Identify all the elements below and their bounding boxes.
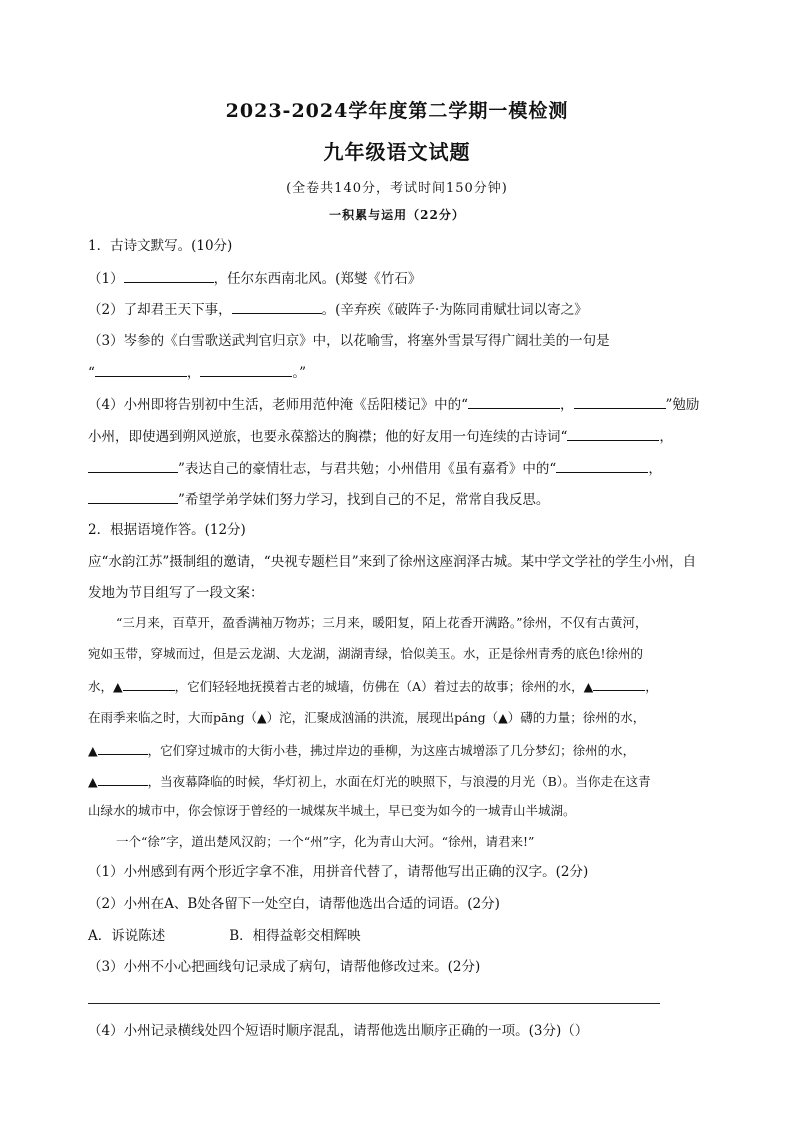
- answer-blank[interactable]: [574, 394, 666, 409]
- passage-line: “三月来，百草开，盈香满袖万物苏；三月来，暖阳复，陌上花香开满路。”徐州，不仅有古黄河，: [116, 615, 648, 630]
- answer-line[interactable]: [88, 1003, 660, 1004]
- comma: ，: [186, 365, 201, 381]
- q1-s4-text: ”勉励: [665, 397, 700, 413]
- answer-blank[interactable]: [98, 771, 148, 786]
- comma: ，: [560, 397, 574, 413]
- q2-sub1: （1）小州感到有两个形近字拿不准，用拼音代替了，请帮他写出正确的汉字。(2分): [88, 864, 589, 880]
- q1-s1-prefix: （1）: [88, 271, 124, 287]
- q2-intro-line1: 应“水韵江苏”摄制组的邀请，“央视专题栏目”来到了徐州这座润泽古城。某中学文学社的学生小州，自: [88, 554, 697, 570]
- q2-sub3: （3）小州不小心把画线句记录成了病句，请帮他修改过来。(2分): [88, 959, 481, 975]
- section-heading: 一积累与运用（22分）: [329, 208, 465, 222]
- passage-line: [88, 771, 651, 792]
- q2-options: [88, 926, 361, 946]
- q1-item-3-line2: [88, 362, 306, 383]
- passage-line: 在雨季来临之时，大而pāng（▲）沱，汇聚成汹涌的洪流，展现出páng（▲）礴的力量；徐州的水，: [88, 710, 646, 725]
- q2-sub4: （4）小州记录横线处四个短语时顺序混乱，请帮他选出顺序正确的一项。(3分)（）: [88, 1023, 589, 1039]
- option-a[interactable]: A．诉说陈述: [88, 928, 166, 944]
- q2-sub2: （2）小州在A、B处各留下一处空白，请帮他选出合适的词语。(2分): [88, 896, 500, 912]
- exam-note: (全卷共140分，考试时间150分钟): [286, 181, 508, 196]
- q1-item-4-line3: [88, 458, 662, 479]
- q1-s2-suffix: 。(辛弃疾《破阵子·为陈同甫赋壮词以寄之》: [321, 302, 588, 318]
- q1-s4-text: （4）小州即将告别初中生活，老师用范仲淹《岳阳楼记》中的“: [88, 397, 468, 413]
- q1-item-3-line1: （3）岑参的《白雪歌送武判官归京》中，以花喻雪，将塞外雪景写得广阔壮美的一句是: [88, 333, 610, 349]
- answer-blank[interactable]: [556, 458, 648, 473]
- option-b[interactable]: B．相得益彰交相辉映: [229, 928, 361, 944]
- answer-blank[interactable]: [95, 362, 187, 377]
- open-quote: “: [88, 365, 95, 381]
- q1-item-2: [88, 299, 588, 320]
- passage-line: 山绿水的城市中，你会惊讶于曾经的一城煤灰半城土，早已变为如今的一城青山半城湖。: [88, 803, 576, 818]
- comma: ，: [659, 429, 673, 445]
- q1-item-4-line2: [88, 426, 673, 447]
- q2-stem: 2．根据语境作答。(12分): [88, 522, 246, 538]
- q2-intro-line2: 发地为节目组写了一段文案：: [88, 585, 264, 601]
- q1-s4-text: 小州，即使遇到朔风逆旅，也要永葆豁达的胸襟；他的好友用一句连续的古诗词“: [88, 429, 568, 445]
- q1-item-1: [88, 268, 421, 289]
- q1-item-4-line4: [88, 489, 549, 510]
- q1-s4-text: ”希望学弟学妹们努力学习，找到自己的不足，常常自我反思。: [178, 492, 550, 508]
- passage-line: 一个“徐”字，道出楚风汉韵；一个“州”字，化为青山大河。“徐州，请君来!”: [116, 834, 535, 849]
- passage-text: ，它们穿过城市的大街小巷，拂过岸边的垂柳，为这座古城增添了几分梦幻；徐州的水，: [147, 743, 636, 758]
- answer-blank[interactable]: [567, 426, 659, 441]
- passage-text: ，它们轻轻地抚摸着古老的城墙，仿佛在（A）着过去的故事；徐州的水，▲: [174, 679, 594, 694]
- passage-text: ▲: [88, 774, 98, 789]
- exam-subtitle: 九年级语文试题: [323, 140, 471, 164]
- q1-stem: 1．古诗文默写。(10分): [88, 238, 233, 254]
- passage-text: ，: [645, 679, 658, 694]
- passage-line: [88, 676, 658, 697]
- answer-blank[interactable]: [88, 458, 178, 473]
- passage-line: [88, 740, 635, 761]
- answer-blank[interactable]: [88, 489, 178, 504]
- passage-line: 宛如玉带，穿城而过，但是云龙湖、大龙湖，湖湖青绿，恰似美玉。水，正是徐州青秀的底色!徐州的: [88, 646, 644, 661]
- q1-s4-text: ”表达自己的豪情壮志，与君共勉；小州借用《虽有嘉肴》中的“: [178, 461, 557, 477]
- exam-title: 2023-2024学年度第二学期一模检测: [225, 100, 569, 122]
- q1-s1-suffix: ，任尔东西南北风。(郑燮《竹石》: [213, 271, 422, 287]
- passage-text: ▲: [88, 743, 98, 758]
- answer-blank[interactable]: [593, 676, 645, 691]
- close-quote: 。”: [292, 365, 307, 381]
- answer-blank[interactable]: [124, 268, 214, 283]
- answer-blank[interactable]: [232, 299, 322, 314]
- answer-blank[interactable]: [468, 394, 560, 409]
- passage-text: 水，▲: [88, 679, 123, 694]
- passage-text: ，当夜幕降临的时候，华灯初上，水面在灯光的映照下，与浪漫的月光（B）。当你走在这青: [147, 774, 651, 789]
- answer-blank[interactable]: [200, 362, 292, 377]
- q1-s2-prefix: （2）了却君王天下事，: [88, 302, 232, 318]
- answer-blank[interactable]: [123, 676, 175, 691]
- q1-item-4-line1: [88, 394, 699, 415]
- comma: ，: [648, 461, 662, 477]
- answer-blank[interactable]: [98, 740, 148, 755]
